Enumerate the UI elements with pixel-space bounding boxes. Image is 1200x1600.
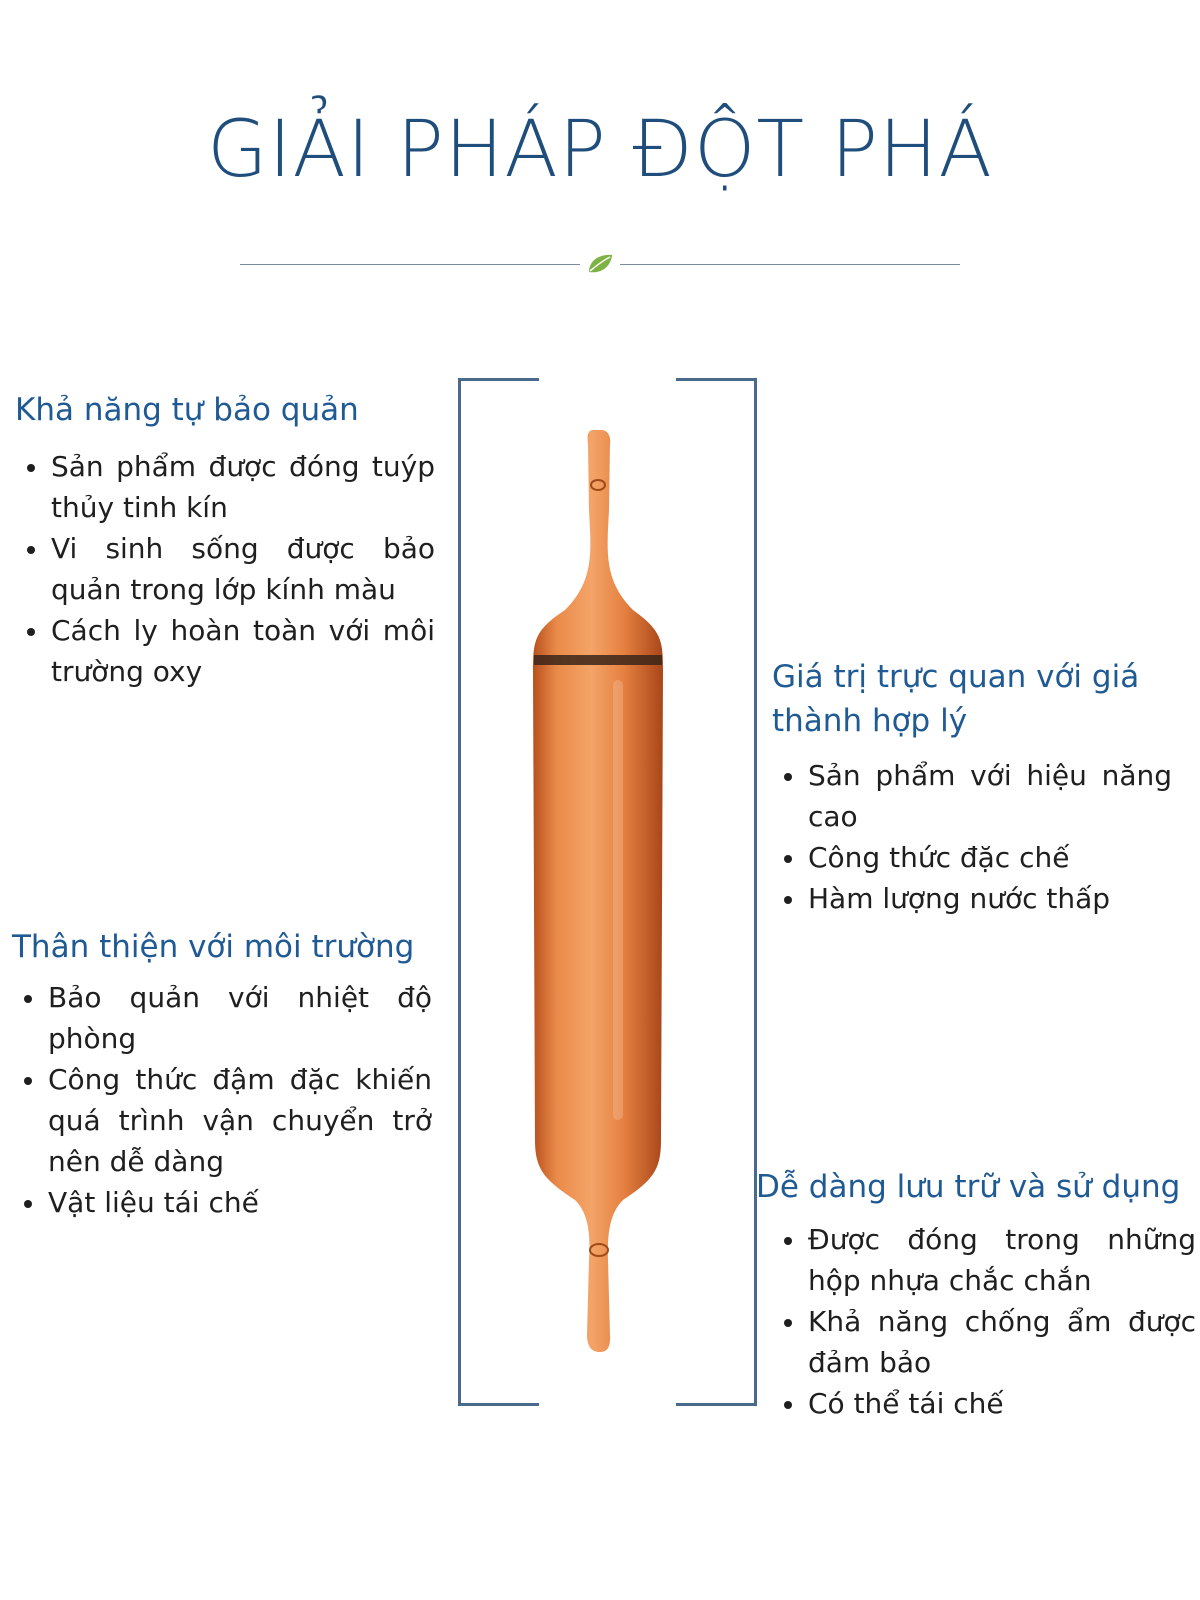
section-value bbox=[772, 655, 1172, 919]
section-heading: Dễ dàng lưu trữ và sử dụng bbox=[756, 1169, 1181, 1205]
section-self-preservation bbox=[15, 388, 435, 692]
list-item: Vật liệu tái chế bbox=[12, 1182, 432, 1223]
divider-right bbox=[620, 264, 960, 265]
list-item: Sản phẩm với hiệu năng cao bbox=[772, 755, 1172, 837]
list-item: Vi sinh sống được bảo quản trong lớp kính màu bbox=[15, 528, 435, 610]
list-item: Được đóng trong những hộp nhựa chắc chắn bbox=[772, 1219, 1196, 1301]
list-item: Công thức đậm đặc khiến quá trình vận chuyển trở nên dễ dàng bbox=[12, 1059, 432, 1182]
list-item: Khả năng chống ẩm được đảm bảo bbox=[772, 1301, 1196, 1383]
section-eco-friendly bbox=[12, 925, 432, 1223]
section-storage bbox=[756, 1165, 1196, 1424]
feature-list bbox=[772, 755, 1172, 919]
feature-list bbox=[15, 446, 435, 692]
page-title: GIẢI PHÁP ĐỘT PHÁ bbox=[207, 105, 993, 195]
section-heading: Giá trị trực quan với giá thành hợp lý bbox=[772, 659, 1140, 739]
section-heading: Thân thiện với môi trường bbox=[12, 929, 415, 965]
ampoule-image bbox=[525, 430, 675, 1360]
bracket-right bbox=[676, 378, 757, 1406]
divider-left bbox=[240, 264, 580, 265]
leaf-icon bbox=[586, 252, 614, 276]
list-item: Cách ly hoàn toàn với môi trường oxy bbox=[15, 610, 435, 692]
list-item: Hàm lượng nước thấp bbox=[772, 878, 1172, 919]
feature-list bbox=[756, 1219, 1196, 1424]
list-item: Có thể tái chế bbox=[772, 1383, 1196, 1424]
feature-list bbox=[12, 977, 432, 1223]
section-heading: Khả năng tự bảo quản bbox=[15, 392, 359, 428]
list-item: Sản phẩm được đóng tuýp thủy tinh kín bbox=[15, 446, 435, 528]
list-item: Công thức đặc chế bbox=[772, 837, 1172, 878]
list-item: Bảo quản với nhiệt độ phòng bbox=[12, 977, 432, 1059]
